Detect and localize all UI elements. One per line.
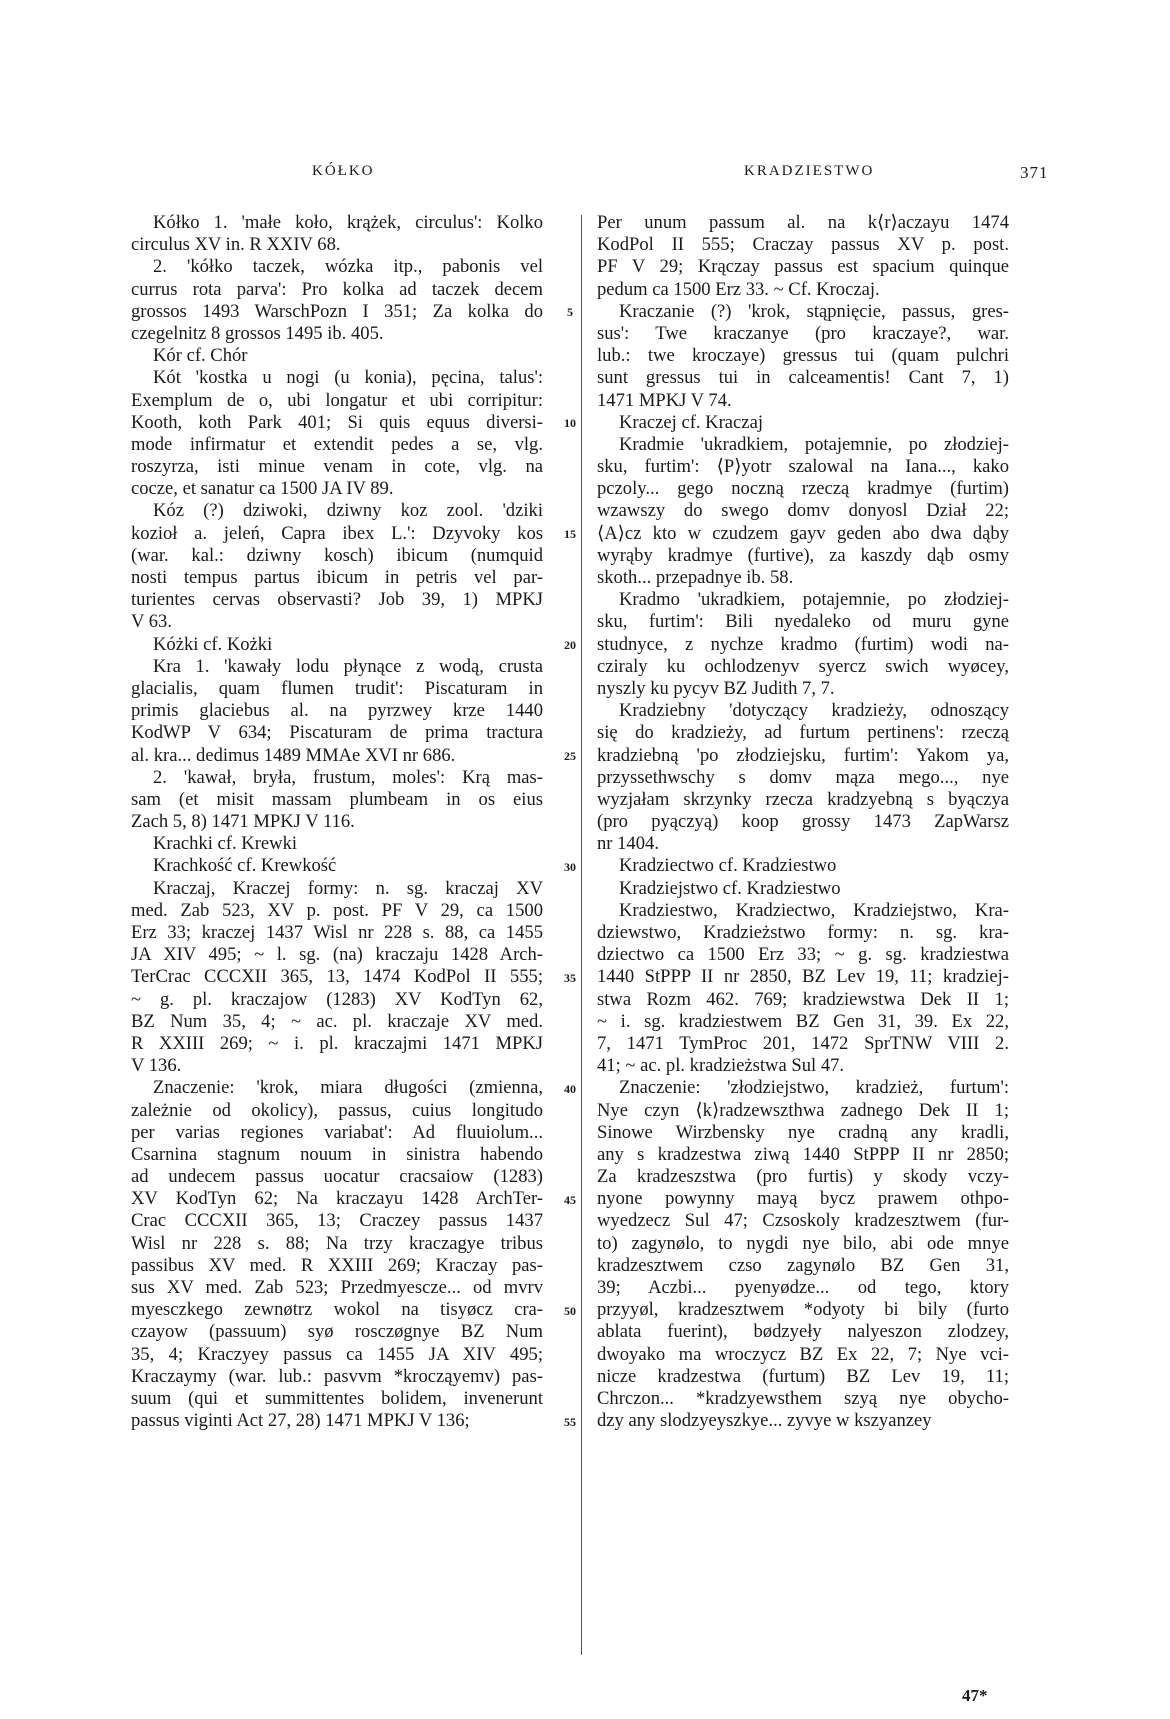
text-line: TerCrac CCCXII 365, 13, 1474 KodPol II 555; bbox=[131, 966, 543, 988]
text-line: roszyrza, isti minue venam in cote, vlg. na bbox=[131, 456, 543, 478]
text-line: Kraczaj, Kraczej formy: n. sg. kraczaj XV bbox=[153, 877, 543, 899]
text-line: med. Zab 523, XV p. post. PF V 29, ca 1500 bbox=[131, 899, 543, 921]
text-line: pczoly... gego noczną rzeczą kradmye (furtim) bbox=[597, 478, 1009, 500]
text-line: Kradmo 'ukradkiem, potajemnie, po złodziej- bbox=[619, 589, 1009, 611]
text-line: wzawszy do swego domv donyosl Dział 22; bbox=[597, 500, 1009, 522]
text-line: cziraly ku ochlodzenyv syercz swich wyøcey, bbox=[597, 655, 1009, 677]
text-line: Nye czyn ⟨k⟩radzewszthwa zadnego Dek II 1; bbox=[597, 1099, 1009, 1121]
line-number: 25 bbox=[564, 748, 576, 763]
text-line: Csarnina stagnum nouum in sinistra habendo bbox=[131, 1143, 543, 1165]
text-line: 1440 StPPP II nr 2850, BZ Lev 19, 11; kradziej- bbox=[597, 966, 1009, 988]
text-line: cocze, et sanatur ca 1500 JA IV 89. bbox=[131, 478, 394, 500]
text-line: Kóżki cf. Kożki bbox=[153, 633, 273, 655]
text-line: Kółko 1. 'małe koło, krążek, circulus': Kolko bbox=[153, 212, 543, 233]
text-line: Zach 5, 8) 1471 MPKJ V 116. bbox=[131, 811, 355, 833]
line-number: 40 bbox=[564, 1081, 576, 1096]
text-line: 1471 MPKJ V 74. bbox=[597, 389, 732, 411]
line-number: 50 bbox=[564, 1303, 576, 1318]
text-line: turientes cervas observasti? Job 39, 1) MPKJ bbox=[131, 589, 543, 611]
text-line: Krachkość cf. Krewkość bbox=[153, 855, 337, 877]
text-line: stwa Rozm 462. 769; kradziewstwa Dek II 1; bbox=[597, 988, 1009, 1010]
text-line: R XXIII 269; ~ i. pl. kraczajmi 1471 MPKJ bbox=[131, 1032, 543, 1054]
text-line: dziewstwo, Kradzieżstwo formy: n. sg. kra- bbox=[597, 922, 1009, 943]
text-line: BZ Num 35, 4; ~ ac. pl. kraczaje XV med. bbox=[131, 1010, 543, 1032]
text-line: sku, furtim': Bili nyedaleko od muru gyne bbox=[597, 611, 1009, 633]
text-line: Kradziectwo cf. Kradziestwo bbox=[619, 855, 837, 877]
text-line: zależnie od okolicy), passus, cuius longitudo bbox=[131, 1099, 543, 1121]
page-number: 371 bbox=[1020, 163, 1049, 182]
text-line: wyedzecz Sul 47; Czsoskoly kradzesztwem (fur- bbox=[597, 1210, 1009, 1232]
text-line: 7, 1471 TymProc 201, 1472 SprTNW VIII 2. bbox=[597, 1032, 1009, 1054]
text-line: nosti tempus partus ibicum in petris vel par- bbox=[131, 567, 543, 588]
text-line: to) zagynølo, to nygdi nye bilo, abi ode mnye bbox=[597, 1232, 1009, 1254]
text-line: ablata fuerint), bødzyeły nalyeszon zlodzey, bbox=[597, 1321, 1009, 1343]
text-line: wyrąby kradmye (furtive), za kaszdy dąb osmy bbox=[597, 544, 1009, 566]
text-line: Kooth, koth Park 401; Si quis equus diversi- bbox=[131, 411, 543, 433]
line-number: 55 bbox=[564, 1414, 576, 1429]
text-line: kradziebną 'po złodziejsku, furtim': Yakom ya, bbox=[597, 744, 1009, 766]
text-line: czayow (passuum) syø rosczøgnye BZ Num bbox=[131, 1321, 543, 1343]
text-line: grossos 1493 WarschPozn I 351; Za kolka do bbox=[131, 300, 543, 322]
text-line: primis glaciebus al. na pyrzwey krze 1440 bbox=[131, 700, 543, 722]
text-line: kozioł a. jeleń, Capra ibex L.': Dzyvoky kos bbox=[131, 522, 543, 544]
line-number: 10 bbox=[564, 415, 576, 430]
text-line: suum (qui et summittentes bolidem, invenerunt bbox=[131, 1387, 543, 1409]
text-line: Kraczanie (?) 'krok, stąpnięcie, passus, gres- bbox=[619, 300, 1009, 322]
text-line: Exemplum de o, ubi longatur et ubi corripitur: bbox=[131, 389, 543, 411]
text-line: (war. kal.: dziwny kosch) ibicum (numquid bbox=[131, 544, 543, 566]
text-line: KodPol II 555; Craczay passus XV p. post. bbox=[597, 234, 1009, 256]
text-line: sus XV med. Zab 523; Przedmyescze... od mvrv bbox=[131, 1277, 543, 1298]
text-line: V 63. bbox=[131, 611, 172, 633]
text-line: myesczkego zewnøtrz wokol na tisyøcz cra- bbox=[131, 1299, 543, 1321]
text-line: Znaczenie: 'złodziejstwo, kradzież, furtum': bbox=[619, 1077, 1009, 1099]
text-line: wyzjałam skrzynky rzecza kradzyebną s byączya bbox=[597, 788, 1009, 810]
text-line: studnyce, z nychze kradmo (furtim) wodi na- bbox=[597, 633, 1009, 655]
text-line: Kra 1. 'kawały lodu płynące z wodą, crusta bbox=[153, 655, 543, 677]
text-line: ⟨A⟩cz kto w czudzem gayv geden abo dwa dąby bbox=[597, 522, 1009, 544]
text-line: 2. 'kawał, bryła, frustum, moles': Krą mas- bbox=[153, 766, 543, 788]
text-line: sunt gressus tui in calceamentis! Cant 7, 1) bbox=[597, 367, 1009, 389]
text-line: passibus XV med. R XXIII 269; Kraczay pas- bbox=[131, 1254, 543, 1276]
text-line: przyssethwschy s domv mąza mego..., nye bbox=[597, 766, 1009, 788]
right-column bbox=[597, 212, 1009, 1432]
text-line: passus viginti Act 27, 28) 1471 MPKJ V 136; bbox=[131, 1410, 470, 1432]
text-line: al. kra... dedimus 1489 MMAe XVI nr 686. bbox=[131, 744, 456, 766]
text-line: Kór cf. Chór bbox=[153, 345, 248, 367]
text-line: Erz 33; kraczej 1437 Wisl nr 228 s. 88, ca 1455 bbox=[131, 922, 543, 943]
text-line: Sinowe Wirzbensky nye cradną any kradli, bbox=[597, 1121, 1009, 1143]
text-line: czegelnitz 8 grossos 1495 ib. 405. bbox=[131, 322, 384, 344]
text-line: Kradziebny 'dotyczący kradzieży, odnoszący bbox=[619, 700, 1009, 722]
text-line: KodWP V 634; Piscaturam de prima tractura bbox=[131, 722, 543, 744]
text-line: ad undecem passus uocatur cracsaiow (1283) bbox=[131, 1166, 543, 1188]
text-line: Kót 'kostka u nogi (u konia), pęcina, talus': bbox=[153, 367, 543, 389]
text-line: Znaczenie: 'krok, miara długości (zmienna, bbox=[153, 1077, 543, 1099]
text-line: mode infirmatur et extendit pedes a se, vlg. bbox=[131, 433, 543, 455]
text-line: any s kradzestwa ziwą 1440 StPPP II nr 2850; bbox=[597, 1143, 1009, 1165]
text-line: sku, furtim': ⟨P⟩yotr szalowal na Iana..., kako bbox=[597, 456, 1009, 478]
text-line: per varias regiones variabat': Ad fluuiolum... bbox=[131, 1121, 543, 1143]
text-line: circulus XV in. R XXIV 68. bbox=[131, 234, 341, 256]
text-line: lub.: twe kroczaye) gressus tui (quam pulchri bbox=[597, 345, 1009, 367]
text-line: V 136. bbox=[131, 1055, 182, 1077]
text-line: PF V 29; Krączay passus est spacium quinque bbox=[597, 256, 1009, 278]
text-line: ~ g. pl. kraczajow (1283) XV KodTyn 62, bbox=[131, 988, 543, 1010]
text-line: sam (et misit massam plumbeam in os eius bbox=[131, 788, 543, 810]
line-number: 5 bbox=[567, 304, 573, 319]
left-column bbox=[131, 212, 543, 1432]
text-line: XV KodTyn 62; Na kraczayu 1428 ArchTer- bbox=[131, 1188, 543, 1210]
text-line: Krachki cf. Krewki bbox=[153, 833, 298, 855]
text-line: Chrczon... *kradzyewsthem szyą nye obycho- bbox=[597, 1387, 1009, 1409]
text-line: przyyøl, kradzesztwem *odyoty bi bily (furto bbox=[597, 1299, 1009, 1321]
text-line: nyszly ku pycyv BZ Judith 7, 7. bbox=[597, 677, 835, 699]
text-line: Kraczaymy (war. lub.: pasvvm *krocząyemv) pas- bbox=[131, 1365, 543, 1387]
text-line: dwoyako ma wroczycz BZ Ex 22, 7; Nye vci- bbox=[597, 1343, 1009, 1365]
running-head-right: KRADZIESTWO bbox=[744, 163, 875, 179]
text-line: Per unum passum al. na k⟨r⟩aczayu 1474 bbox=[597, 212, 1009, 233]
text-line: dzy any slodzyeyszkye... zyvye w kszyanzey bbox=[597, 1410, 932, 1432]
text-line: JA XIV 495; ~ l. sg. (na) kraczaju 1428 Arch- bbox=[131, 944, 543, 966]
text-line: 2. 'kółko taczek, wózka itp., pabonis vel bbox=[153, 256, 543, 278]
column-rule bbox=[581, 215, 582, 1655]
text-line: Kradmie 'ukradkiem, potajemnie, po złodziej- bbox=[619, 433, 1009, 455]
text-line: Crac CCCXII 365, 13; Craczey passus 1437 bbox=[131, 1210, 543, 1232]
line-number: 30 bbox=[564, 859, 576, 874]
running-head-left: KÓŁKO bbox=[312, 163, 375, 179]
text-line: Kradziestwo, Kradziectwo, Kradziejstwo, Kra- bbox=[619, 899, 1009, 921]
line-number: 15 bbox=[564, 526, 576, 541]
text-line: nicze kradzestwa (furtum) BZ Lev 19, 11; bbox=[597, 1365, 1009, 1387]
line-number: 45 bbox=[564, 1192, 576, 1207]
sheet-signature: 47* bbox=[962, 1686, 988, 1705]
text-line: nr 1404. bbox=[597, 833, 659, 855]
text-line: (pro pyączyą) koop grossy 1473 ZapWarsz bbox=[597, 811, 1009, 833]
text-line: kradzesztwem czso zagynølo BZ Gen 31, bbox=[597, 1254, 1009, 1276]
text-line: sus': Twe kraczanye (pro kraczaye?, war. bbox=[597, 322, 1009, 344]
text-line: 39; Aczbi... pyenyødze... od tego, ktory bbox=[597, 1277, 1009, 1298]
text-line: 35, 4; Kraczyey passus ca 1455 JA XIV 495; bbox=[131, 1343, 543, 1365]
line-number: 20 bbox=[564, 637, 576, 652]
text-line: currus rota parva': Pro kolka ad taczek decem bbox=[131, 278, 543, 300]
text-line: ~ i. sg. kradziestwem BZ Gen 31, 39. Ex 22, bbox=[597, 1010, 1009, 1032]
text-line: skoth... przepadnye ib. 58. bbox=[597, 567, 794, 588]
line-number: 35 bbox=[564, 970, 576, 985]
text-line: 41; ~ ac. pl. kradzieżstwa Sul 47. bbox=[597, 1055, 845, 1077]
text-line: pedum ca 1500 Erz 33. ~ Cf. Kroczaj. bbox=[597, 278, 880, 300]
text-line: Wisl nr 228 s. 88; Na trzy kraczagye tribus bbox=[131, 1232, 543, 1254]
text-line: dziectwo ca 1500 Erz 33; ~ g. sg. kradziestwa bbox=[597, 944, 1009, 966]
text-line: Kraczej cf. Kraczaj bbox=[619, 411, 763, 433]
text-line: nyone powynny mayą bycz prawem othpo- bbox=[597, 1188, 1009, 1210]
text-line: Kóz (?) dziwoki, dziwny koz zool. 'dziki bbox=[153, 500, 543, 522]
text-line: glacialis, quam flumen trudit': Piscaturam in bbox=[131, 677, 543, 699]
text-line: się do kradzieży, ad furtum pertinens': rzeczą bbox=[597, 722, 1009, 744]
text-line: Za kradzeszstwa (pro furtis) y skody vczy- bbox=[597, 1166, 1009, 1188]
text-line: Kradziejstwo cf. Kradziestwo bbox=[619, 877, 841, 899]
